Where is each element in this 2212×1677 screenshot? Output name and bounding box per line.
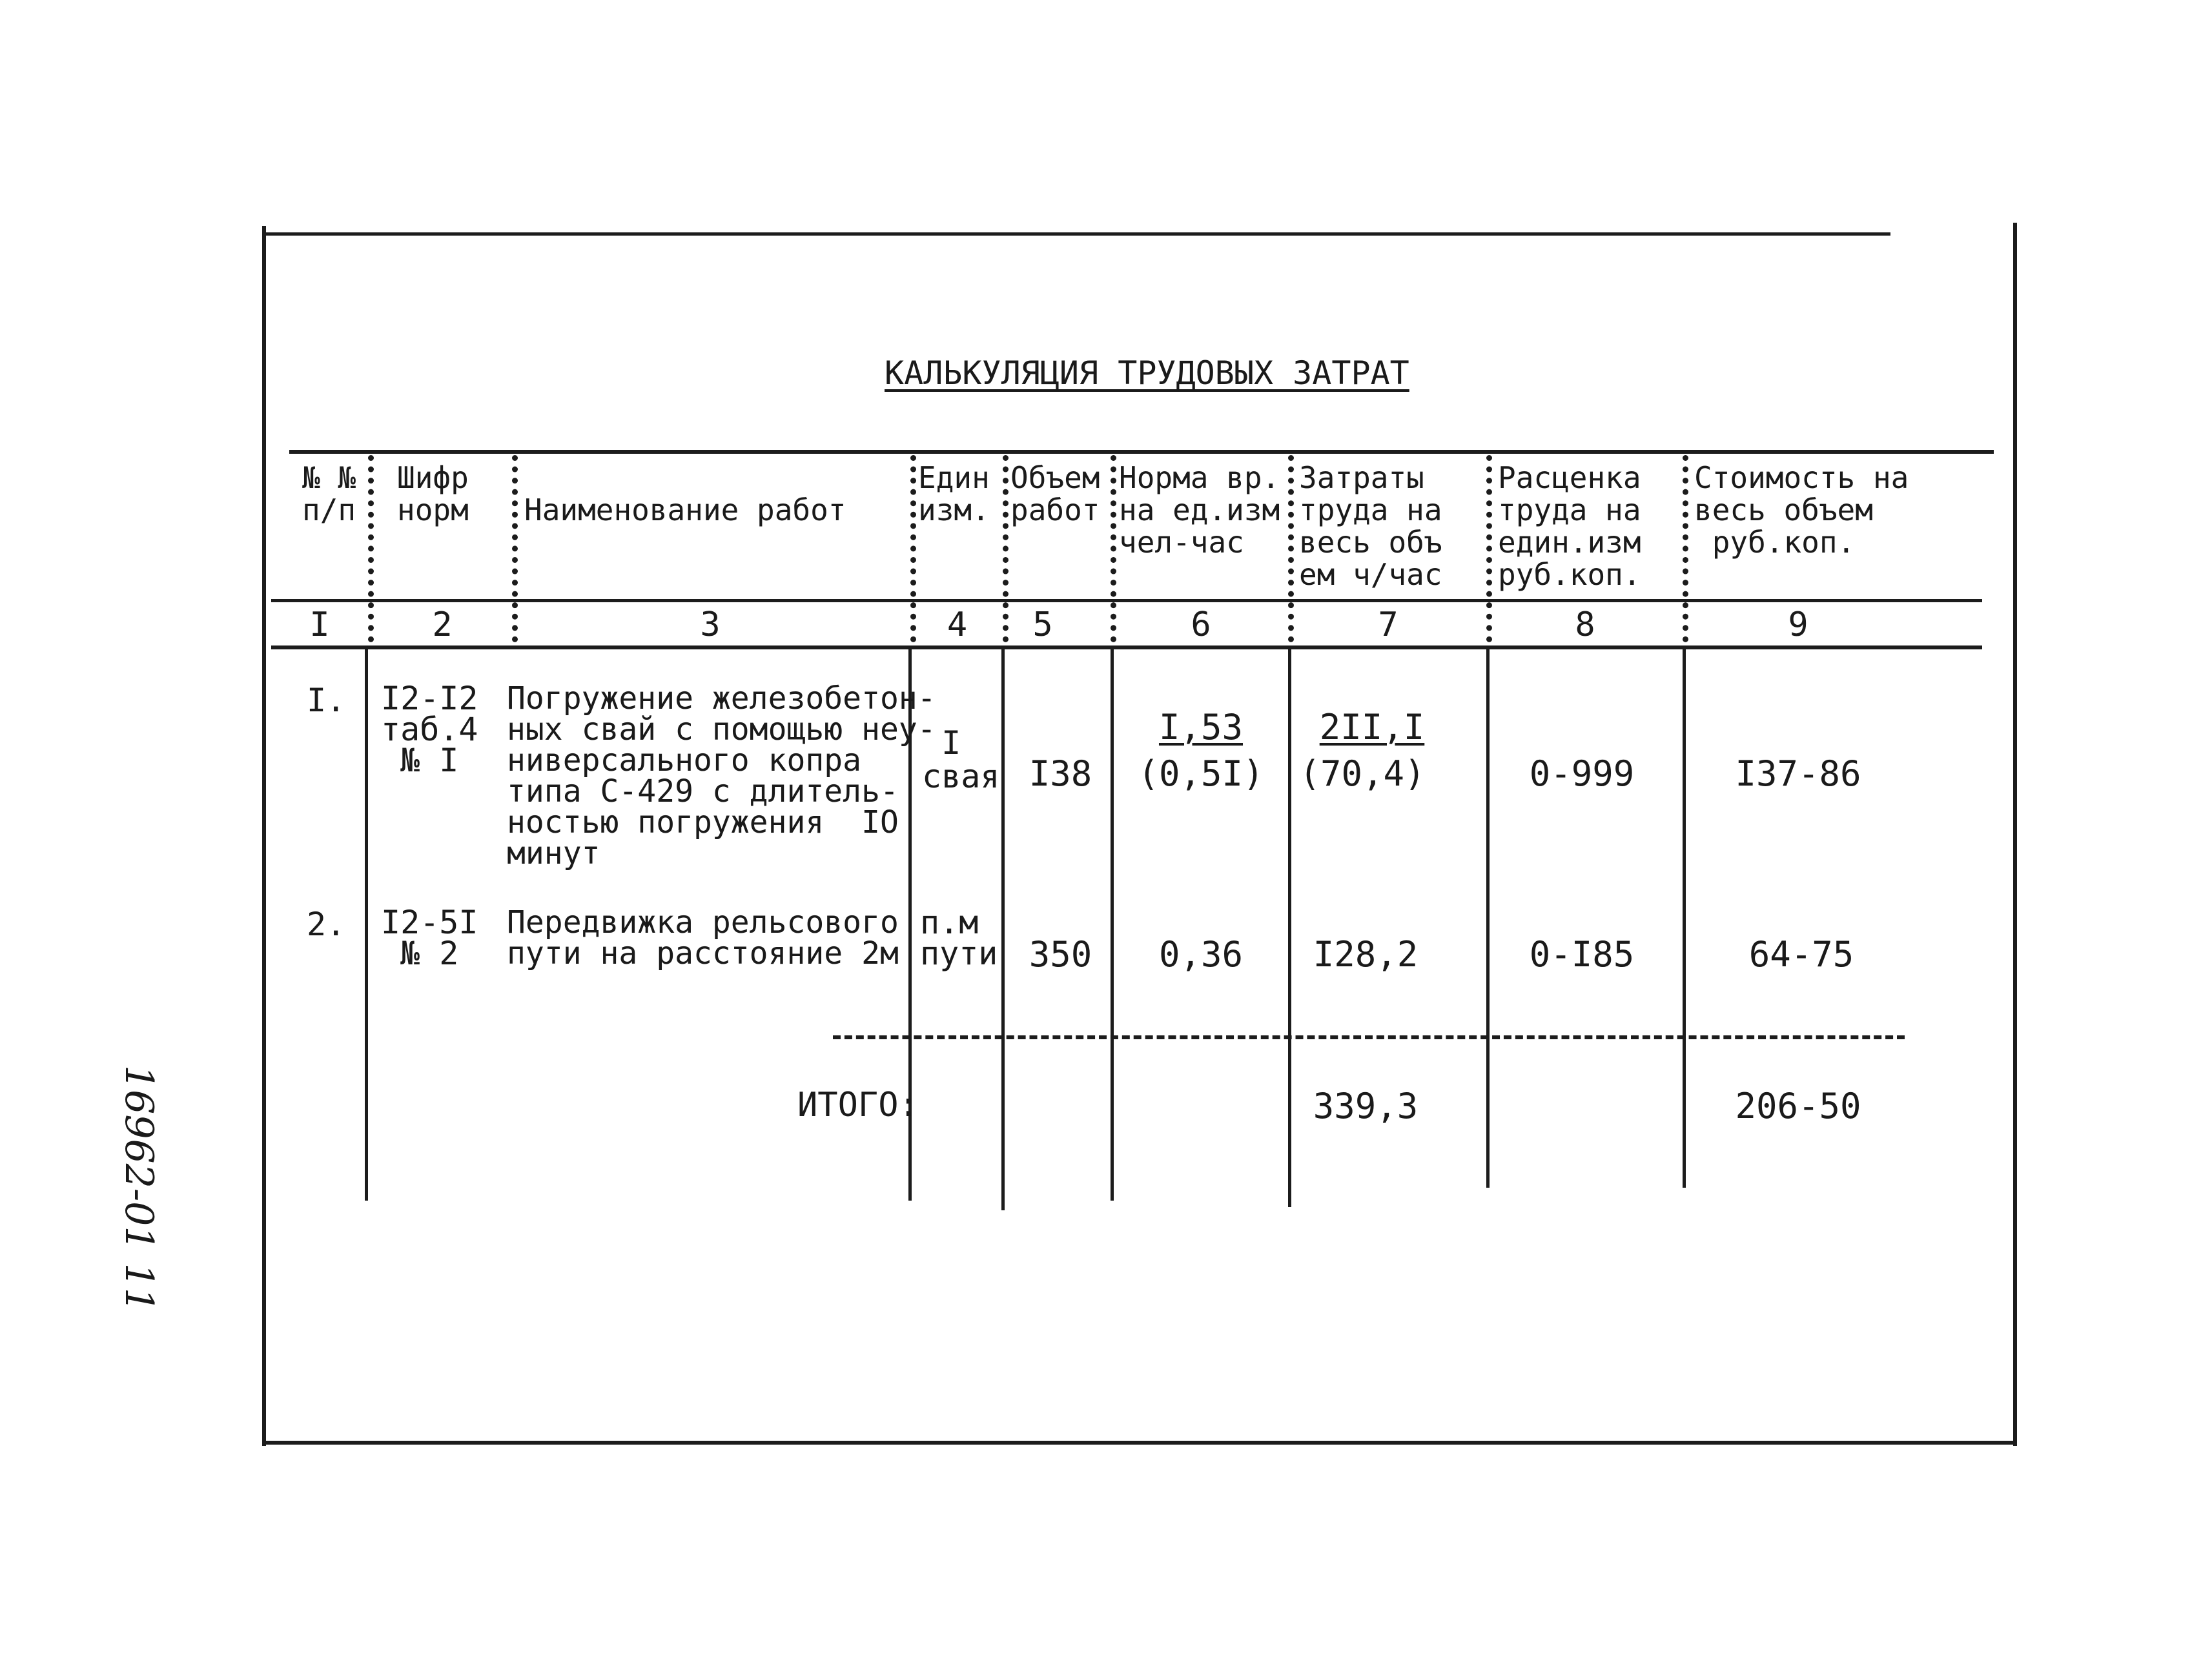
body-col-line-3 [1001,645,1005,1210]
header-labor-cost: Затраты труда на весь объ ем ч/час [1299,460,1442,592]
row2-norm: 0,36 [1158,934,1244,975]
header-volume: Объем работ [1010,460,1100,527]
row2-work-name: Передвижка рельсового пути на расстояние 2м [507,904,899,971]
row2-volume: 350 [1029,934,1092,975]
header-bottom-rule [271,599,1982,602]
col-number-5: 5 [1032,605,1053,644]
header-sep-2 [512,455,518,642]
frame-left-line [262,226,266,1446]
frame-right-line [2013,223,2017,1446]
header-time-norm: Норма вр. на ед.изм чел-час [1119,460,1280,560]
header-sep-8 [1683,455,1688,642]
row1-code: I2-I2 таб.4 № I [381,680,478,779]
total-cost: 206-50 [1735,1086,1861,1126]
document-title: КАЛЬКУЛЯЦИЯ ТРУДОВЫХ ЗАТРАТ [885,354,1409,392]
row1-norm-bottom: (0,5I) [1138,753,1264,794]
row1-number: I. [307,682,346,719]
column-numbers-bottom-rule [271,645,1982,649]
header-work-name: Наименование работ [524,493,846,527]
row1-rate: 0-999 [1529,753,1635,794]
body-col-line-7 [1683,645,1686,1188]
header-unit: Един изм. [918,460,990,527]
header-sep-3 [910,455,916,642]
row1-cost: I37-86 [1735,753,1861,794]
col-number-1: I [309,605,330,644]
header-rate: Расценка труда на един.изм руб.коп. [1498,460,1641,592]
col-number-8: 8 [1575,605,1595,644]
row1-unit: I свая [922,724,1000,795]
body-col-line-1 [365,645,368,1201]
row2-code: I2-5I № 2 [381,904,478,972]
row2-labor: I28,2 [1313,934,1418,975]
total-labor: 339,3 [1313,1086,1418,1126]
header-norm-code: Шифр норм [397,460,469,527]
header-total-cost: Стоимость на весь объем руб.коп. [1694,460,1909,560]
row2-cost: 64-75 [1748,934,1854,975]
body-col-line-4 [1111,645,1114,1201]
header-sep-5 [1111,455,1116,642]
frame-top-line [263,232,1890,236]
row2-rate: 0-I85 [1529,934,1635,975]
total-separator-dashed [833,1035,1905,1039]
row2-unit: п.м пути [920,904,998,972]
col-number-4: 4 [947,605,968,644]
row1-volume: I38 [1029,753,1092,794]
col-number-2: 2 [432,605,453,644]
header-sep-4 [1003,455,1009,642]
frame-bottom-line [263,1441,2014,1445]
body-col-line-6 [1486,645,1490,1188]
side-stamp: 16962-01 11 [116,1065,161,1312]
table-top-rule [289,450,1994,454]
header-sep-6 [1288,455,1294,642]
row1-labor-top: 2II,I [1319,707,1425,747]
header-sep-1 [368,455,374,642]
row1-norm-top: I,53 [1158,707,1244,747]
col-number-6: 6 [1191,605,1211,644]
total-label: ИТОГО: [797,1086,919,1124]
header-row-number: № № п/п [302,460,356,527]
col-number-7: 7 [1378,605,1398,644]
body-col-line-5 [1288,645,1291,1207]
row1-work-name: Погружение железобетон- ных свай с помощью неу- ниверсального копра типа С-429 с длитель- ностью погружения IO минут [507,680,936,871]
row2-number: 2. [307,906,346,943]
header-sep-7 [1486,455,1492,642]
col-number-3: 3 [700,605,721,644]
col-number-9: 9 [1788,605,1808,644]
row1-labor-bottom: (70,4) [1299,753,1426,794]
